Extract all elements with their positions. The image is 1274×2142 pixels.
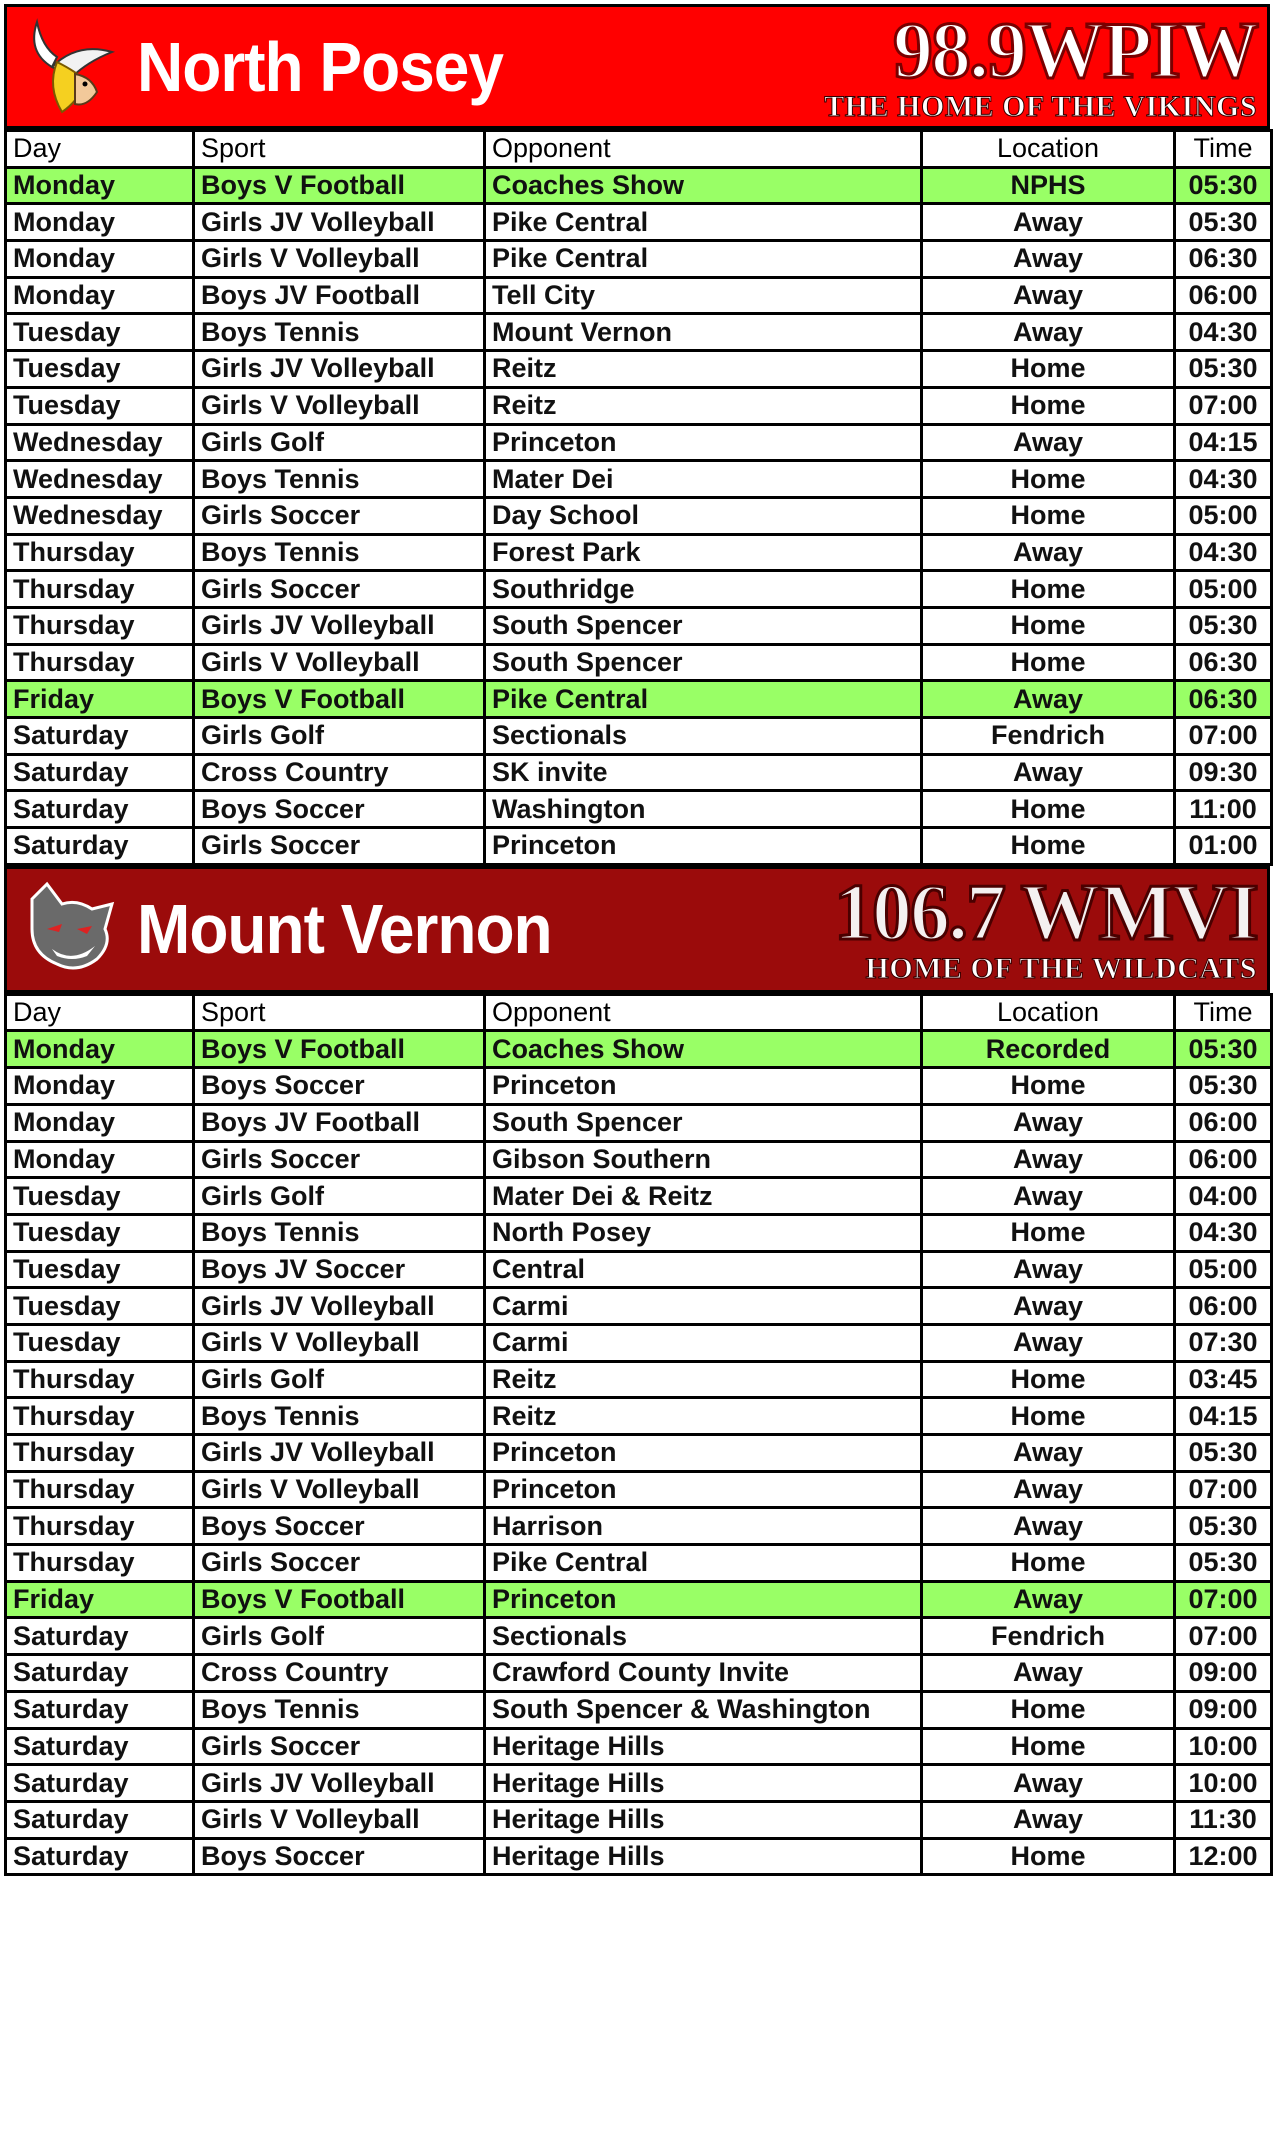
- cell-sport: Boys V Football: [194, 1581, 485, 1618]
- cell-sport: Boys Tennis: [194, 1691, 485, 1728]
- table-row: [6, 1435, 1272, 1472]
- cell-opponent: Reitz: [485, 1398, 922, 1435]
- cell-sport: Boys Tennis: [194, 1398, 485, 1435]
- cell-opponent: South Spencer: [485, 644, 922, 681]
- cell-time: 06:00: [1175, 1104, 1272, 1141]
- table-row: [6, 461, 1272, 498]
- cell-location: Away: [922, 1324, 1175, 1361]
- cell-opponent: North Posey: [485, 1214, 922, 1251]
- north-posey-rows: [6, 167, 1272, 864]
- cell-day: Thursday: [6, 607, 194, 644]
- header-location: Location: [922, 994, 1175, 1031]
- cell-location: Home: [922, 1068, 1175, 1105]
- cell-time: 07:30: [1175, 1324, 1272, 1361]
- cell-location: Home: [922, 351, 1175, 388]
- cell-time: 04:30: [1175, 534, 1272, 571]
- table-row: [6, 1104, 1272, 1141]
- cell-location: Away: [922, 424, 1175, 461]
- cell-opponent: Gibson Southern: [485, 1141, 922, 1178]
- cell-sport: Boys Tennis: [194, 314, 485, 351]
- cell-time: 10:00: [1175, 1728, 1272, 1765]
- cell-opponent: Princeton: [485, 424, 922, 461]
- cell-day: Saturday: [6, 828, 194, 865]
- cell-sport: Girls Soccer: [194, 1141, 485, 1178]
- cell-location: Away: [922, 1435, 1175, 1472]
- cell-location: Away: [922, 1288, 1175, 1325]
- cell-sport: Girls V Volleyball: [194, 1471, 485, 1508]
- cell-opponent: Reitz: [485, 1361, 922, 1398]
- cell-sport: Girls JV Volleyball: [194, 204, 485, 241]
- station-logo: [824, 7, 1257, 123]
- header-day: Day: [6, 131, 194, 168]
- cell-location: Home: [922, 1838, 1175, 1875]
- cell-time: 07:00: [1175, 1471, 1272, 1508]
- cell-time: 05:30: [1175, 1508, 1272, 1545]
- cell-sport: Girls JV Volleyball: [194, 351, 485, 388]
- cell-opponent: Pike Central: [485, 1545, 922, 1582]
- north-posey-banner: [4, 4, 1270, 129]
- cell-opponent: SK invite: [485, 754, 922, 791]
- cell-opponent: Carmi: [485, 1288, 922, 1325]
- table-row: [6, 1545, 1272, 1582]
- cell-sport: Girls Soccer: [194, 1728, 485, 1765]
- cell-opponent: Day School: [485, 497, 922, 534]
- cell-time: 05:30: [1175, 1435, 1272, 1472]
- cell-day: Thursday: [6, 1508, 194, 1545]
- cell-opponent: Tell City: [485, 277, 922, 314]
- cell-location: Home: [922, 1361, 1175, 1398]
- cell-opponent: Pike Central: [485, 681, 922, 718]
- cell-time: 04:30: [1175, 1214, 1272, 1251]
- cell-location: Home: [922, 791, 1175, 828]
- cell-day: Tuesday: [6, 1288, 194, 1325]
- cell-sport: Boys Tennis: [194, 461, 485, 498]
- cell-time: 06:00: [1175, 1288, 1272, 1325]
- cell-location: Away: [922, 1765, 1175, 1802]
- cell-day: Tuesday: [6, 314, 194, 351]
- cell-sport: Boys Soccer: [194, 1838, 485, 1875]
- cell-time: 03:45: [1175, 1361, 1272, 1398]
- cell-day: Tuesday: [6, 1214, 194, 1251]
- cell-opponent: Heritage Hills: [485, 1728, 922, 1765]
- table-row: [6, 1251, 1272, 1288]
- cell-sport: Girls Golf: [194, 1178, 485, 1215]
- cell-time: 11:30: [1175, 1801, 1272, 1838]
- table-row: [6, 424, 1272, 461]
- cell-time: 07:00: [1175, 1618, 1272, 1655]
- table-row: [6, 314, 1272, 351]
- cell-opponent: Forest Park: [485, 534, 922, 571]
- north-posey-schedule-table: [4, 129, 1273, 866]
- cell-day: Monday: [6, 241, 194, 278]
- header-opponent: Opponent: [485, 994, 922, 1031]
- cell-location: Home: [922, 607, 1175, 644]
- cell-day: Thursday: [6, 1545, 194, 1582]
- table-row: [6, 1765, 1272, 1802]
- cell-sport: Girls V Volleyball: [194, 1801, 485, 1838]
- cell-time: 06:30: [1175, 681, 1272, 718]
- cell-time: 05:00: [1175, 497, 1272, 534]
- table-row: [6, 1398, 1272, 1435]
- header-day: Day: [6, 994, 194, 1031]
- cell-sport: Girls V Volleyball: [194, 644, 485, 681]
- station-tagline: HOME OF THE WILDCATS: [865, 951, 1257, 985]
- cell-day: Thursday: [6, 534, 194, 571]
- cell-sport: Girls Soccer: [194, 571, 485, 608]
- table-row: [6, 1728, 1272, 1765]
- cell-day: Monday: [6, 167, 194, 204]
- table-row: [6, 607, 1272, 644]
- cell-location: Home: [922, 387, 1175, 424]
- cell-time: 04:30: [1175, 461, 1272, 498]
- cell-sport: Boys Tennis: [194, 534, 485, 571]
- cell-location: Home: [922, 461, 1175, 498]
- table-row: [6, 497, 1272, 534]
- cell-day: Wednesday: [6, 497, 194, 534]
- cell-location: Away: [922, 314, 1175, 351]
- viking-head-icon: [17, 12, 127, 122]
- cell-opponent: Mater Dei: [485, 461, 922, 498]
- cell-sport: Girls JV Volleyball: [194, 1765, 485, 1802]
- cell-opponent: Heritage Hills: [485, 1838, 922, 1875]
- header-location: Location: [922, 131, 1175, 168]
- cell-day: Thursday: [6, 1471, 194, 1508]
- table-row: [6, 1361, 1272, 1398]
- mount-vernon-rows: [6, 1031, 1272, 1875]
- cell-sport: Girls JV Volleyball: [194, 607, 485, 644]
- cell-location: Home: [922, 828, 1175, 865]
- cell-day: Thursday: [6, 1361, 194, 1398]
- cell-location: Away: [922, 1251, 1175, 1288]
- cell-sport: Girls Golf: [194, 1361, 485, 1398]
- cell-day: Tuesday: [6, 387, 194, 424]
- cell-opponent: Washington: [485, 791, 922, 828]
- cell-time: 05:30: [1175, 1031, 1272, 1068]
- table-row: [6, 681, 1272, 718]
- cell-opponent: Central: [485, 1251, 922, 1288]
- cell-location: Away: [922, 204, 1175, 241]
- table-row: [6, 1581, 1272, 1618]
- cell-opponent: South Spencer: [485, 607, 922, 644]
- cell-opponent: Coaches Show: [485, 1031, 922, 1068]
- header-sport: Sport: [194, 131, 485, 168]
- cell-day: Saturday: [6, 1618, 194, 1655]
- table-row: [6, 1214, 1272, 1251]
- cell-day: Thursday: [6, 1435, 194, 1472]
- cell-location: Away: [922, 681, 1175, 718]
- cell-location: Away: [922, 754, 1175, 791]
- cell-sport: Girls Golf: [194, 1618, 485, 1655]
- cell-time: 06:30: [1175, 644, 1272, 681]
- cell-location: Away: [922, 1581, 1175, 1618]
- table-header-row: [6, 131, 1272, 168]
- cell-day: Monday: [6, 1068, 194, 1105]
- cell-day: Thursday: [6, 571, 194, 608]
- cell-day: Saturday: [6, 1655, 194, 1692]
- table-row: [6, 241, 1272, 278]
- cell-location: Home: [922, 1398, 1175, 1435]
- cell-sport: Girls JV Volleyball: [194, 1288, 485, 1325]
- cell-sport: Boys JV Football: [194, 277, 485, 314]
- cell-location: Away: [922, 1178, 1175, 1215]
- table-row: [6, 1471, 1272, 1508]
- cell-sport: Boys Soccer: [194, 1508, 485, 1545]
- cell-day: Wednesday: [6, 461, 194, 498]
- cell-time: 12:00: [1175, 1838, 1272, 1875]
- cell-opponent: Sectionals: [485, 718, 922, 755]
- cell-sport: Girls V Volleyball: [194, 241, 485, 278]
- cell-time: 04:15: [1175, 424, 1272, 461]
- cell-time: 05:30: [1175, 351, 1272, 388]
- header-time: Time: [1175, 131, 1272, 168]
- cell-location: Home: [922, 497, 1175, 534]
- table-row: [6, 167, 1272, 204]
- mount-vernon-section: [4, 866, 1270, 1877]
- cell-opponent: Mater Dei & Reitz: [485, 1178, 922, 1215]
- cell-opponent: Carmi: [485, 1324, 922, 1361]
- cell-opponent: Crawford County Invite: [485, 1655, 922, 1692]
- cell-sport: Girls Golf: [194, 718, 485, 755]
- cell-day: Saturday: [6, 791, 194, 828]
- team-name: Mount Vernon: [137, 890, 552, 969]
- cell-opponent: Harrison: [485, 1508, 922, 1545]
- cell-location: Away: [922, 241, 1175, 278]
- table-row: [6, 1141, 1272, 1178]
- station-frequency: 106.7 WMVI: [834, 868, 1257, 957]
- cell-time: 07:00: [1175, 387, 1272, 424]
- table-row: [6, 1838, 1272, 1875]
- cell-sport: Boys Tennis: [194, 1214, 485, 1251]
- cell-location: Recorded: [922, 1031, 1175, 1068]
- table-row: [6, 1691, 1272, 1728]
- cell-time: 06:00: [1175, 277, 1272, 314]
- cell-opponent: Princeton: [485, 1435, 922, 1472]
- table-row: [6, 718, 1272, 755]
- cell-time: 11:00: [1175, 791, 1272, 828]
- table-row: [6, 1655, 1272, 1692]
- cell-time: 07:00: [1175, 1581, 1272, 1618]
- cell-day: Saturday: [6, 1728, 194, 1765]
- cell-location: Fendrich: [922, 1618, 1175, 1655]
- cell-sport: Girls Golf: [194, 424, 485, 461]
- cell-sport: Boys V Football: [194, 167, 485, 204]
- cell-time: 05:30: [1175, 167, 1272, 204]
- cell-day: Saturday: [6, 1691, 194, 1728]
- table-row: [6, 277, 1272, 314]
- cell-location: NPHS: [922, 167, 1175, 204]
- cell-sport: Girls JV Volleyball: [194, 1435, 485, 1472]
- cell-opponent: Coaches Show: [485, 167, 922, 204]
- cell-location: Away: [922, 1104, 1175, 1141]
- cell-sport: Girls Soccer: [194, 497, 485, 534]
- table-header-row: [6, 994, 1272, 1031]
- cell-time: 07:00: [1175, 718, 1272, 755]
- cell-location: Home: [922, 571, 1175, 608]
- cell-sport: Cross Country: [194, 1655, 485, 1692]
- table-row: [6, 534, 1272, 571]
- table-row: [6, 204, 1272, 241]
- cell-day: Thursday: [6, 644, 194, 681]
- cell-day: Friday: [6, 681, 194, 718]
- cell-day: Saturday: [6, 754, 194, 791]
- cell-day: Saturday: [6, 1765, 194, 1802]
- cell-sport: Girls Soccer: [194, 828, 485, 865]
- cell-opponent: Heritage Hills: [485, 1765, 922, 1802]
- cell-day: Tuesday: [6, 1178, 194, 1215]
- cell-time: 09:00: [1175, 1655, 1272, 1692]
- cell-time: 10:00: [1175, 1765, 1272, 1802]
- cell-opponent: Pike Central: [485, 241, 922, 278]
- cell-location: Away: [922, 1508, 1175, 1545]
- cell-day: Tuesday: [6, 1324, 194, 1361]
- table-row: [6, 1618, 1272, 1655]
- cell-sport: Girls V Volleyball: [194, 1324, 485, 1361]
- cell-day: Saturday: [6, 1838, 194, 1875]
- cell-location: Home: [922, 1728, 1175, 1765]
- table-row: [6, 351, 1272, 388]
- cell-time: 05:30: [1175, 1545, 1272, 1582]
- cell-time: 09:00: [1175, 1691, 1272, 1728]
- cell-location: Home: [922, 1545, 1175, 1582]
- cell-location: Fendrich: [922, 718, 1175, 755]
- cell-location: Away: [922, 1471, 1175, 1508]
- cell-sport: Boys Soccer: [194, 1068, 485, 1105]
- cell-opponent: Reitz: [485, 387, 922, 424]
- team-name: North Posey: [137, 27, 503, 106]
- cell-day: Monday: [6, 1104, 194, 1141]
- cell-location: Away: [922, 1655, 1175, 1692]
- cell-opponent: Reitz: [485, 351, 922, 388]
- header-opponent: Opponent: [485, 131, 922, 168]
- cell-day: Monday: [6, 204, 194, 241]
- north-posey-section: [4, 4, 1270, 866]
- cell-sport: Cross Country: [194, 754, 485, 791]
- cell-sport: Boys Soccer: [194, 791, 485, 828]
- cell-opponent: Sectionals: [485, 1618, 922, 1655]
- cell-opponent: South Spencer: [485, 1104, 922, 1141]
- cell-day: Friday: [6, 1581, 194, 1618]
- table-row: [6, 571, 1272, 608]
- schedule-page: [4, 4, 1270, 1876]
- table-row: [6, 1288, 1272, 1325]
- table-row: [6, 754, 1272, 791]
- table-row: [6, 1068, 1272, 1105]
- cell-day: Thursday: [6, 1398, 194, 1435]
- cell-time: 05:00: [1175, 571, 1272, 608]
- cell-opponent: Princeton: [485, 1581, 922, 1618]
- mount-vernon-banner: [4, 866, 1270, 993]
- header-time: Time: [1175, 994, 1272, 1031]
- cell-time: 09:30: [1175, 754, 1272, 791]
- cell-sport: Boys JV Football: [194, 1104, 485, 1141]
- mount-vernon-schedule-table: [4, 993, 1273, 1877]
- cell-day: Tuesday: [6, 351, 194, 388]
- cell-time: 04:30: [1175, 314, 1272, 351]
- table-row: [6, 828, 1272, 865]
- table-row: [6, 1031, 1272, 1068]
- cell-sport: Boys V Football: [194, 1031, 485, 1068]
- cell-day: Tuesday: [6, 1251, 194, 1288]
- table-row: [6, 387, 1272, 424]
- cell-opponent: Princeton: [485, 828, 922, 865]
- table-row: [6, 791, 1272, 828]
- wildcat-head-icon: [17, 874, 127, 984]
- cell-time: 06:00: [1175, 1141, 1272, 1178]
- cell-sport: Girls V Volleyball: [194, 387, 485, 424]
- cell-time: 05:00: [1175, 1251, 1272, 1288]
- cell-location: Away: [922, 1141, 1175, 1178]
- station-frequency: 98.9WPIW: [893, 7, 1257, 95]
- cell-day: Saturday: [6, 718, 194, 755]
- cell-time: 04:00: [1175, 1178, 1272, 1215]
- cell-sport: Boys V Football: [194, 681, 485, 718]
- cell-location: Away: [922, 1801, 1175, 1838]
- table-row: [6, 1801, 1272, 1838]
- cell-day: Wednesday: [6, 424, 194, 461]
- cell-sport: Boys JV Soccer: [194, 1251, 485, 1288]
- cell-opponent: Pike Central: [485, 204, 922, 241]
- cell-location: Away: [922, 534, 1175, 571]
- table-row: [6, 1324, 1272, 1361]
- cell-time: 05:30: [1175, 607, 1272, 644]
- header-sport: Sport: [194, 994, 485, 1031]
- cell-opponent: Princeton: [485, 1471, 922, 1508]
- cell-time: 05:30: [1175, 1068, 1272, 1105]
- cell-time: 05:30: [1175, 204, 1272, 241]
- cell-time: 01:00: [1175, 828, 1272, 865]
- cell-time: 06:30: [1175, 241, 1272, 278]
- cell-opponent: Southridge: [485, 571, 922, 608]
- cell-opponent: Princeton: [485, 1068, 922, 1105]
- cell-sport: Girls Soccer: [194, 1545, 485, 1582]
- cell-opponent: Heritage Hills: [485, 1801, 922, 1838]
- cell-day: Monday: [6, 1031, 194, 1068]
- cell-day: Monday: [6, 277, 194, 314]
- cell-time: 04:15: [1175, 1398, 1272, 1435]
- cell-location: Home: [922, 1691, 1175, 1728]
- station-logo: [834, 868, 1257, 985]
- station-tagline: THE HOME OF THE VIKINGS: [824, 90, 1257, 123]
- cell-location: Home: [922, 1214, 1175, 1251]
- cell-location: Home: [922, 644, 1175, 681]
- cell-opponent: South Spencer & Washington: [485, 1691, 922, 1728]
- cell-day: Saturday: [6, 1801, 194, 1838]
- table-row: [6, 1178, 1272, 1215]
- table-row: [6, 1508, 1272, 1545]
- cell-opponent: Mount Vernon: [485, 314, 922, 351]
- cell-day: Monday: [6, 1141, 194, 1178]
- cell-location: Away: [922, 277, 1175, 314]
- table-row: [6, 644, 1272, 681]
